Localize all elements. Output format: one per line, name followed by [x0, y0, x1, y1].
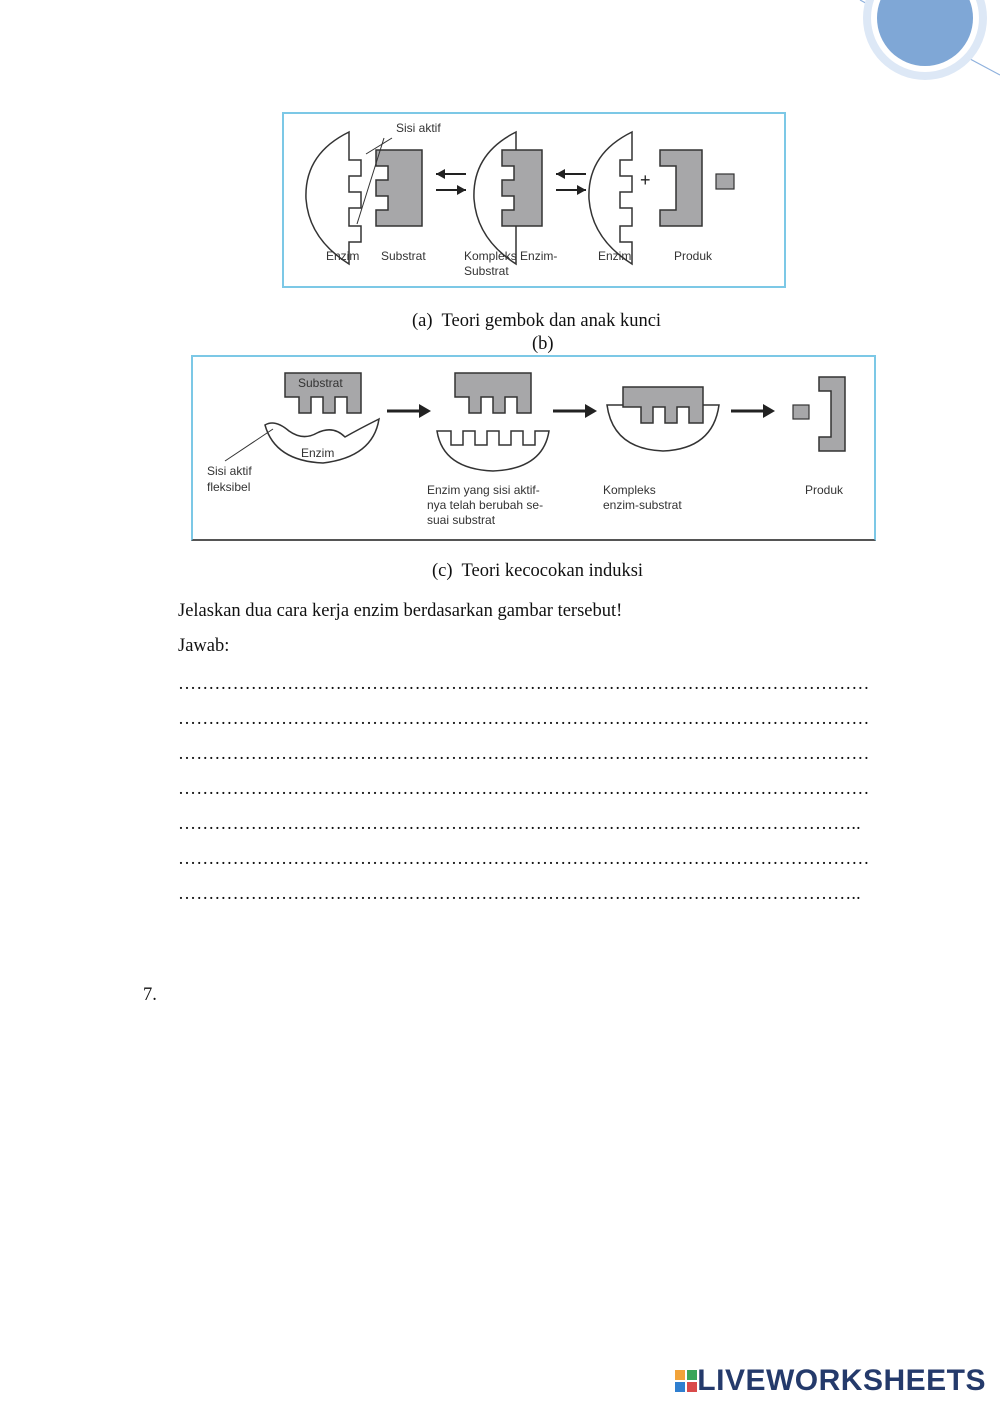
question-text: Jelaskan dua cara kerja enzim berdasarkan gambar tersebut! — [178, 601, 623, 621]
answer-line[interactable]: ………………………………………………………………………………………………….. — [178, 883, 861, 903]
label-enzim-1: Enzim — [326, 249, 360, 263]
label-kompleks-1: Kompleks — [603, 483, 656, 497]
answer-line[interactable]: …………………………………………………………………………………………………… — [178, 743, 870, 763]
label-fleksibel: fleksibel — [207, 480, 251, 494]
answer-line[interactable]: …………………………………………………………………………………………………… — [178, 778, 870, 798]
question-number: 7. — [143, 985, 157, 1005]
caption-a-letter: (a) — [412, 311, 433, 331]
caption-a — [412, 311, 661, 332]
figure-induced-fit — [191, 355, 876, 541]
product-small-square — [793, 405, 809, 419]
substrate-shape-2 — [455, 373, 531, 413]
enzyme-shape — [306, 132, 361, 264]
label-substrat: Substrat — [381, 249, 426, 263]
label-enzim-yang-3: suai substrat — [427, 513, 496, 527]
answer-line[interactable]: …………………………………………………………………………………………………… — [178, 708, 870, 728]
label-kompleks-1: Kompleks Enzim- — [464, 249, 558, 263]
label-sisi-aktif: Sisi aktif — [396, 121, 441, 135]
changed-enzyme-shape — [437, 431, 549, 471]
label-kompleks-2: Substrat — [464, 264, 509, 278]
complex-substrate-shape — [502, 150, 542, 226]
answer-line[interactable]: ………………………………………………………………………………………………….. — [178, 813, 861, 833]
figure-lock-and-key — [282, 112, 786, 288]
enzyme-shape-2 — [589, 132, 632, 264]
label-kompleks-2: enzim-substrat — [603, 498, 682, 512]
label-produk: Produk — [805, 483, 844, 497]
caption-c — [432, 561, 643, 582]
label-produk: Produk — [674, 249, 713, 263]
logo-text: LIVEWORKSHEETS — [697, 1364, 986, 1397]
product-shape — [660, 150, 702, 226]
answer-line[interactable]: …………………………………………………………………………………………………… — [178, 848, 870, 868]
label-enzim-2: Enzim — [598, 249, 632, 263]
answer-line[interactable]: …………………………………………………………………………………………………… — [178, 673, 870, 693]
plus-sign: + — [640, 170, 651, 190]
label-enzim: Enzim — [301, 446, 335, 460]
corner-decoration — [800, 0, 1000, 110]
caption-c-letter: (c) — [432, 561, 453, 581]
product-small-square — [716, 174, 734, 189]
caption-c-text: Teori kecocokan induksi — [461, 561, 644, 581]
label-substrat: Substrat — [298, 376, 343, 390]
caption-a-text: Teori gembok dan anak kunci — [441, 311, 662, 331]
liveworksheets-logo — [675, 1364, 986, 1398]
label-enzim-yang-2: nya telah berubah se- — [427, 498, 544, 512]
label-sisi-aktif: Sisi aktif — [207, 464, 252, 478]
logo-icon — [675, 1370, 697, 1392]
label-enzim-yang-1: Enzim yang sisi aktif- — [427, 483, 540, 497]
product-shape — [819, 377, 845, 451]
answer-label: Jawab: — [178, 636, 230, 656]
caption-b-letter: (b) — [532, 334, 554, 354]
substrate-shape — [376, 150, 422, 226]
